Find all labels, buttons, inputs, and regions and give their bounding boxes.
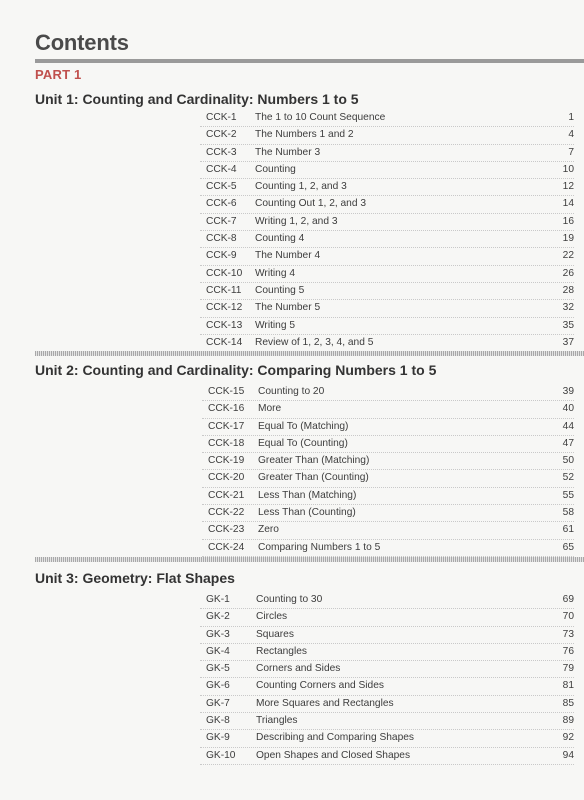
toc-row xyxy=(202,470,574,487)
unit-divider xyxy=(35,351,584,356)
lesson-title: Comparing Numbers 1 to 5 xyxy=(258,541,381,553)
lesson-code: CCK-7 xyxy=(206,215,237,227)
lesson-title: Circles xyxy=(256,611,288,623)
lesson-code: CCK-2 xyxy=(206,129,237,141)
lesson-page-number: 76 xyxy=(562,645,574,657)
toc-row xyxy=(200,162,574,179)
lesson-title: Counting to 20 xyxy=(258,386,325,397)
unit-divider xyxy=(35,557,584,562)
toc-row xyxy=(202,419,574,436)
lesson-code: GK-10 xyxy=(206,749,236,761)
lesson-title: Equal To (Counting) xyxy=(258,437,348,449)
toc-row xyxy=(200,283,574,300)
lesson-code: CCK-21 xyxy=(208,489,245,501)
lesson-title: Less Than (Matching) xyxy=(258,489,357,501)
part-label: PART 1 xyxy=(35,67,82,82)
lesson-title: Greater Than (Counting) xyxy=(258,472,369,484)
lesson-page-number: 12 xyxy=(562,181,574,193)
title-rule xyxy=(35,59,584,63)
lesson-page-number: 92 xyxy=(562,732,574,744)
lesson-title: Equal To (Matching) xyxy=(258,420,349,432)
lesson-title: More Squares and Rectangles xyxy=(256,697,394,709)
lesson-page-number: 22 xyxy=(562,250,574,262)
toc-row xyxy=(200,196,574,213)
toc-row xyxy=(200,335,574,352)
lesson-page-number: 73 xyxy=(562,628,574,640)
toc-row xyxy=(200,696,574,713)
lesson-title: Counting 4 xyxy=(255,233,305,245)
lesson-code: CCK-18 xyxy=(208,437,245,449)
toc-row xyxy=(200,300,574,317)
lesson-code: CCK-1 xyxy=(206,112,237,123)
lesson-page-number: 39 xyxy=(562,386,574,397)
lesson-title: The 1 to 10 Count Sequence xyxy=(255,112,386,123)
toc-row xyxy=(200,231,574,248)
toc-row xyxy=(202,401,574,418)
toc-row xyxy=(200,318,574,335)
lesson-title: Writing 1, 2, and 3 xyxy=(255,215,338,227)
lesson-page-number: 16 xyxy=(562,215,574,227)
lesson-page-number: 94 xyxy=(562,749,574,761)
lesson-page-number: 50 xyxy=(562,455,574,467)
lesson-page-number: 19 xyxy=(562,233,574,245)
lesson-title: The Number 5 xyxy=(255,302,321,314)
lesson-code: CCK-5 xyxy=(206,181,237,193)
toc-row xyxy=(200,730,574,747)
lesson-code: CCK-13 xyxy=(206,319,243,331)
lesson-title: Rectangles xyxy=(256,645,307,657)
lesson-code: CCK-20 xyxy=(208,472,245,484)
toc-row xyxy=(202,505,574,522)
lesson-page-number: 85 xyxy=(562,697,574,709)
lesson-title: Counting Out 1, 2, and 3 xyxy=(255,198,367,210)
lesson-page-number: 28 xyxy=(562,284,574,296)
lesson-code: CCK-6 xyxy=(206,198,237,210)
lesson-page-number: 55 xyxy=(562,489,574,501)
toc-row xyxy=(202,488,574,505)
unit-heading-1: Unit 1: Counting and Cardinality: Numbers 1 to 5 xyxy=(35,91,359,107)
unit-1-lesson-list xyxy=(200,110,574,352)
lesson-page-number: 89 xyxy=(562,715,574,727)
toc-row xyxy=(202,436,574,453)
lesson-page-number: 65 xyxy=(562,541,574,553)
lesson-title: The Number 4 xyxy=(255,250,321,262)
lesson-title: Corners and Sides xyxy=(256,663,341,675)
lesson-code: CCK-19 xyxy=(208,455,245,467)
lesson-page-number: 14 xyxy=(562,198,574,210)
lesson-page-number: 40 xyxy=(562,403,574,415)
lesson-page-number: 1 xyxy=(568,112,574,123)
lesson-code: CCK-12 xyxy=(206,302,243,314)
toc-row xyxy=(200,644,574,661)
page-title: Contents xyxy=(35,30,129,55)
lesson-title: More xyxy=(258,403,282,415)
lesson-title: Counting to 30 xyxy=(256,594,323,605)
lesson-code: CCK-23 xyxy=(208,524,245,536)
toc-row xyxy=(200,627,574,644)
unit-2-lesson-list xyxy=(202,384,574,557)
lesson-page-number: 58 xyxy=(562,507,574,519)
lesson-title: Writing 4 xyxy=(255,267,296,279)
lesson-page-number: 35 xyxy=(562,319,574,331)
lesson-code: CCK-14 xyxy=(206,336,243,348)
lesson-title: Open Shapes and Closed Shapes xyxy=(256,749,411,761)
lesson-page-number: 52 xyxy=(562,472,574,484)
unit-heading-2: Unit 2: Counting and Cardinality: Comparing Numbers 1 to 5 xyxy=(35,362,437,378)
unit-3-lesson-list xyxy=(200,592,574,765)
toc-row xyxy=(200,609,574,626)
lesson-code: GK-1 xyxy=(206,594,230,605)
lesson-code: CCK-15 xyxy=(208,386,245,397)
lesson-code: CCK-8 xyxy=(206,233,237,245)
toc-row xyxy=(202,522,574,539)
lesson-title: Counting xyxy=(255,163,296,175)
lesson-title: Greater Than (Matching) xyxy=(258,455,370,467)
toc-row xyxy=(200,266,574,283)
lesson-title: Writing 5 xyxy=(255,319,296,331)
lesson-code: CCK-17 xyxy=(208,420,245,432)
lesson-code: CCK-9 xyxy=(206,250,237,262)
lesson-page-number: 32 xyxy=(562,302,574,314)
lesson-title: Triangles xyxy=(256,715,298,727)
toc-row xyxy=(200,179,574,196)
lesson-code: GK-9 xyxy=(206,732,230,744)
lesson-code: GK-4 xyxy=(206,645,230,657)
lesson-page-number: 81 xyxy=(562,680,574,692)
toc-row xyxy=(200,592,574,609)
toc-row xyxy=(202,384,574,401)
lesson-title: Squares xyxy=(256,628,294,640)
lesson-code: GK-7 xyxy=(206,697,230,709)
lesson-code: GK-3 xyxy=(206,628,230,640)
toc-row xyxy=(200,145,574,162)
lesson-code: GK-8 xyxy=(206,715,230,727)
lesson-code: CCK-4 xyxy=(206,163,237,175)
lesson-code: GK-5 xyxy=(206,663,230,675)
lesson-title: Counting Corners and Sides xyxy=(256,680,384,692)
toc-row xyxy=(200,661,574,678)
lesson-code: CCK-24 xyxy=(208,541,245,553)
lesson-title: Describing and Comparing Shapes xyxy=(256,732,414,744)
lesson-code: CCK-22 xyxy=(208,507,245,519)
lesson-title: The Number 3 xyxy=(255,146,321,158)
lesson-title: Zero xyxy=(258,524,279,536)
lesson-code: CCK-10 xyxy=(206,267,243,279)
lesson-title: Less Than (Counting) xyxy=(258,507,356,519)
lesson-code: CCK-11 xyxy=(206,284,242,296)
toc-row xyxy=(200,214,574,231)
lesson-page-number: 44 xyxy=(562,420,574,432)
lesson-title: Review of 1, 2, 3, 4, and 5 xyxy=(255,336,374,348)
lesson-page-number: 7 xyxy=(568,146,574,158)
lesson-page-number: 61 xyxy=(562,524,574,536)
lesson-code: GK-6 xyxy=(206,680,230,692)
toc-row xyxy=(200,748,574,765)
lesson-page-number: 10 xyxy=(562,163,574,175)
toc-row xyxy=(202,540,574,557)
lesson-page-number: 79 xyxy=(562,663,574,675)
lesson-page-number: 37 xyxy=(562,336,574,348)
lesson-page-number: 69 xyxy=(562,594,574,605)
toc-row xyxy=(200,713,574,730)
lesson-page-number: 70 xyxy=(562,611,574,623)
lesson-code: CCK-3 xyxy=(206,146,237,158)
lesson-page-number: 47 xyxy=(562,437,574,449)
lesson-title: Counting 5 xyxy=(255,284,305,296)
toc-row xyxy=(202,453,574,470)
lesson-title: The Numbers 1 and 2 xyxy=(255,129,354,141)
lesson-page-number: 4 xyxy=(568,129,574,141)
toc-row xyxy=(200,127,574,144)
toc-row xyxy=(200,110,574,127)
toc-row xyxy=(200,678,574,695)
toc-row xyxy=(200,248,574,265)
lesson-page-number: 26 xyxy=(562,267,574,279)
lesson-code: GK-2 xyxy=(206,611,230,623)
lesson-code: CCK-16 xyxy=(208,403,245,415)
unit-heading-3: Unit 3: Geometry: Flat Shapes xyxy=(35,570,235,586)
lesson-title: Counting 1, 2, and 3 xyxy=(255,181,347,193)
